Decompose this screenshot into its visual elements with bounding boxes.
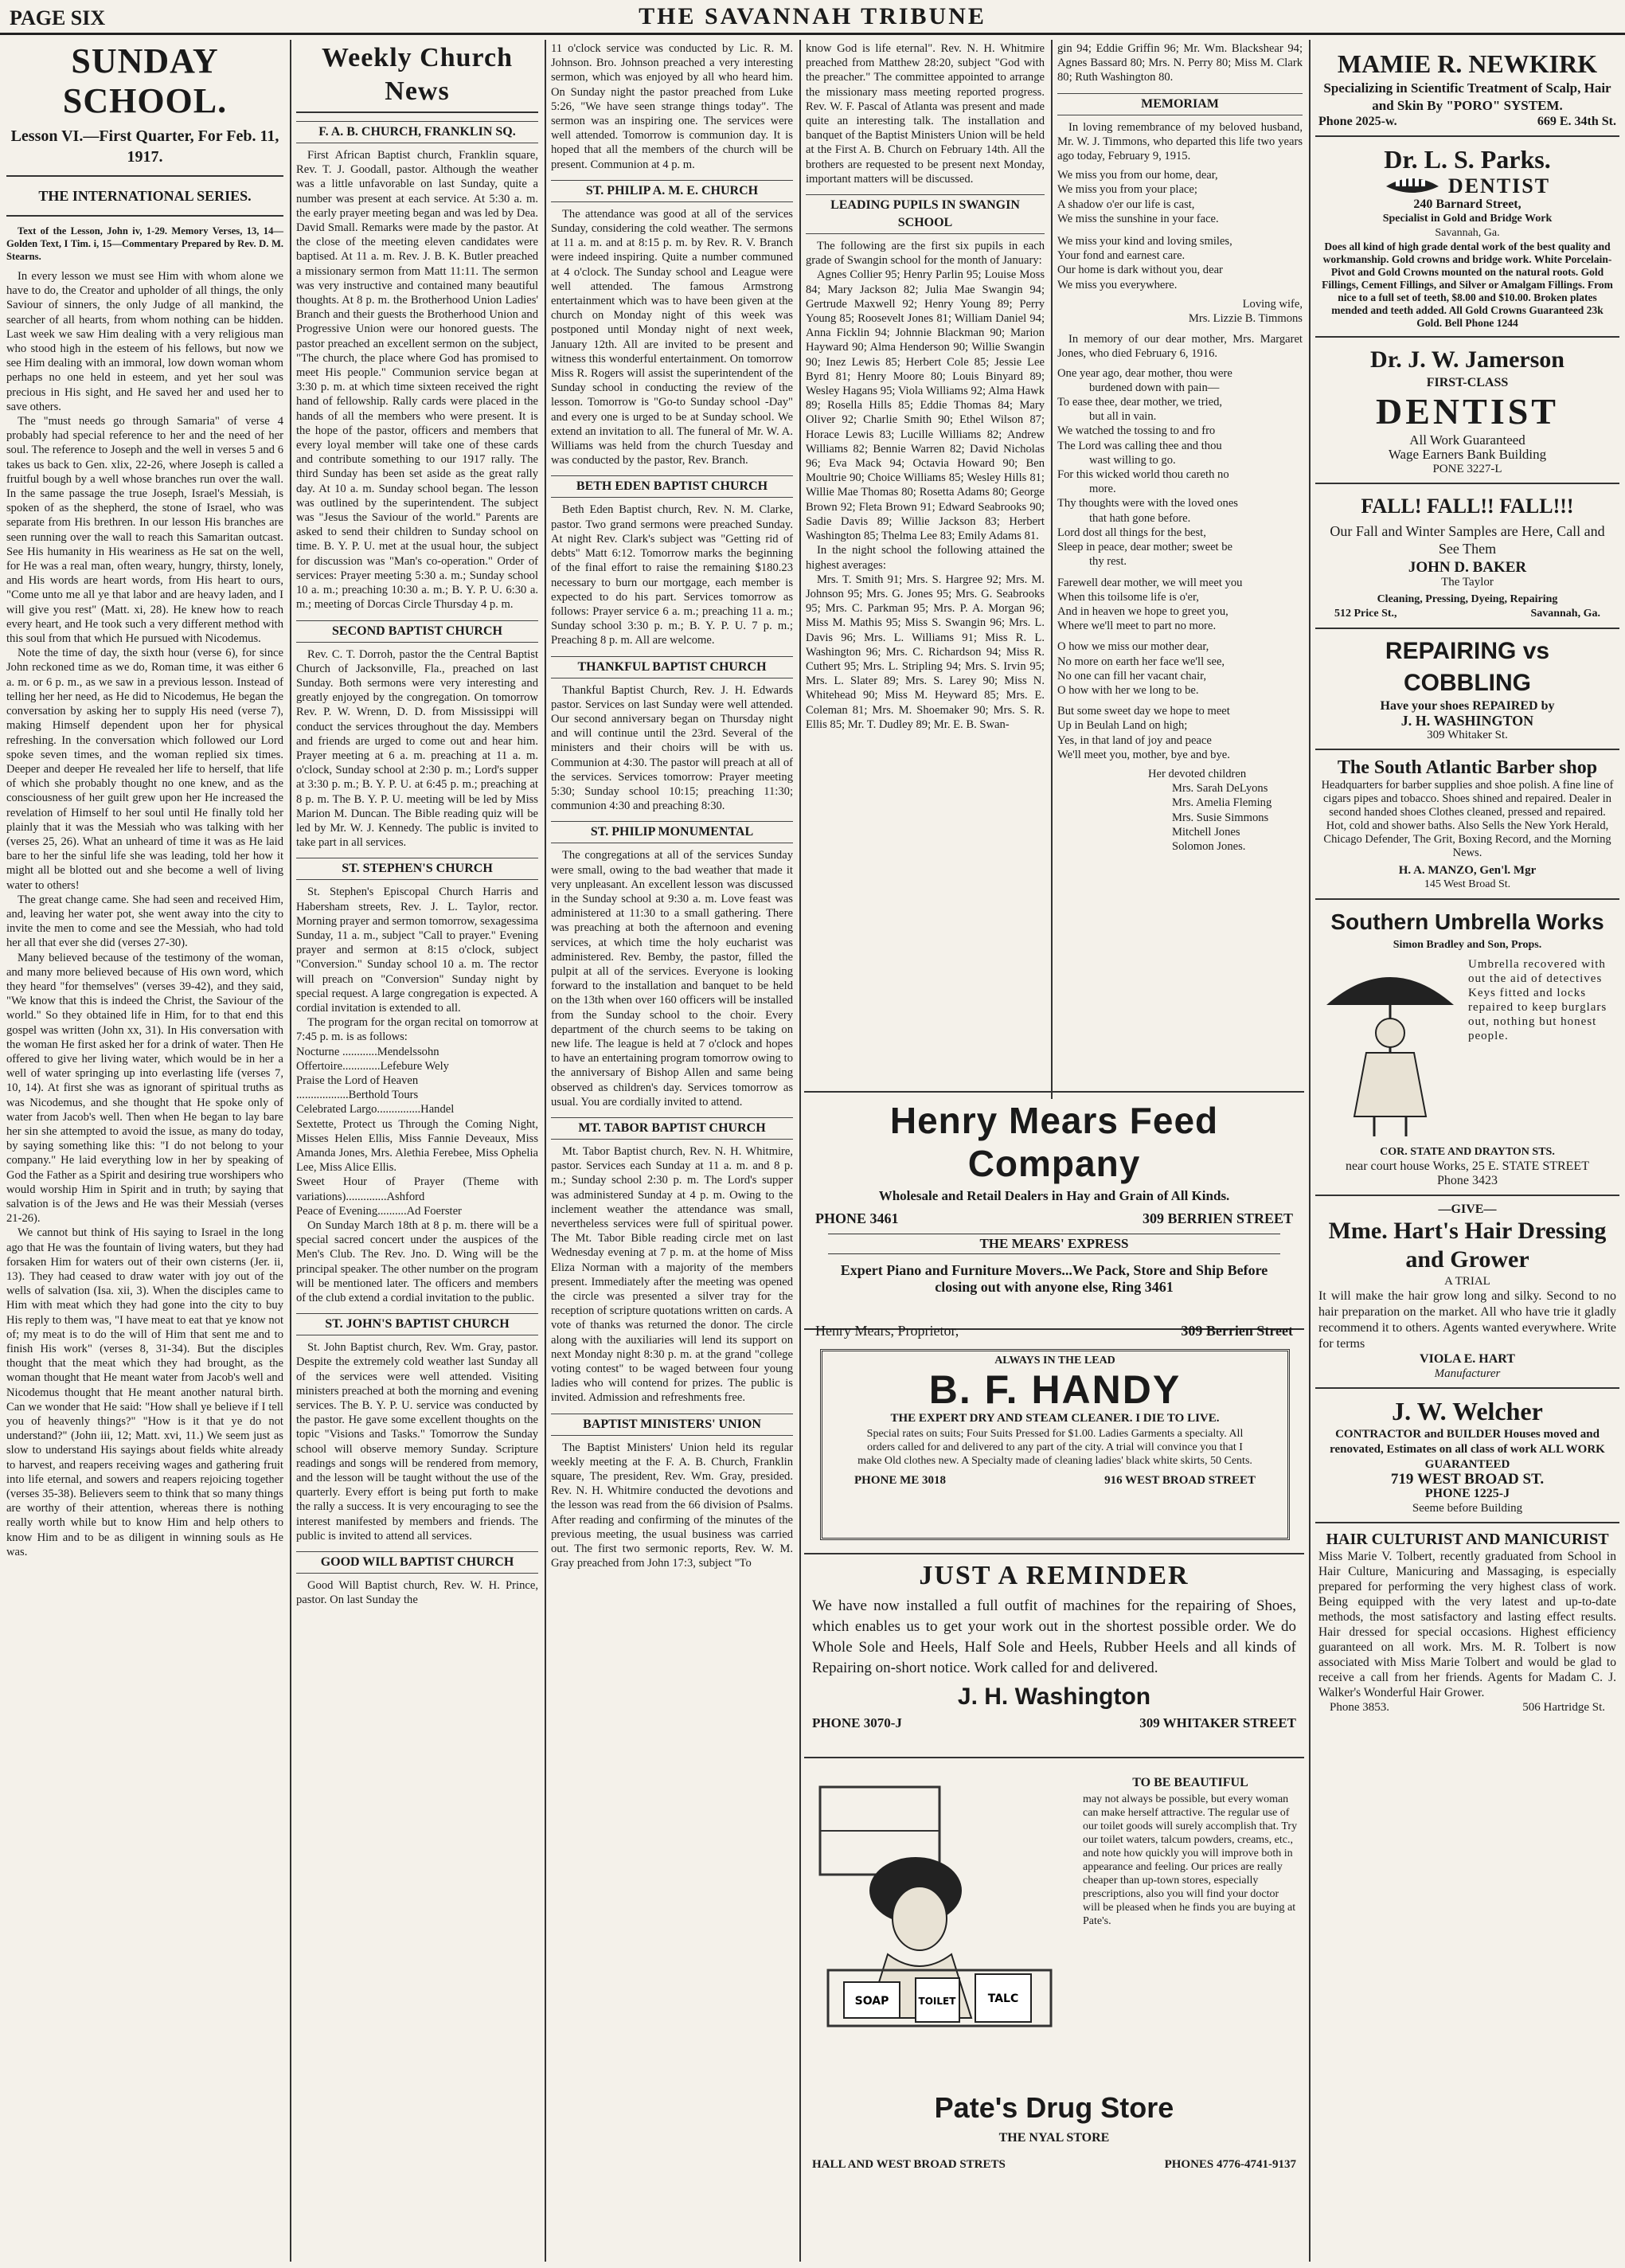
baker-name: JOHN D. BAKER: [1408, 559, 1527, 576]
section-heading: THANKFUL BAPTIST CHURCH: [551, 656, 793, 678]
poem-line: And in heaven we hope to greet you,: [1057, 604, 1229, 618]
umbrella-girl-icon: [1318, 957, 1462, 1140]
handy-tagline: ALWAYS IN THE LEAD: [994, 1355, 1115, 1367]
column-rule: [799, 40, 801, 2262]
parks-text: Does all kind of high grade dental work of the best quality and workmanship. Gold crowns and bridge work. White Porcelain-Pivot and Gold Crowns mounted on the natural roots. Gold Fillings, Cement Fillings, and Silver or Amalgam Fillings. From nice to a full set of teeth, $8.00 and $10.00. Broken plates mended and teeth added. All Gold Crowns Guaranteed 23k Gold. Bell Phone 1244: [1322, 240, 1613, 329]
welcher-address: 719 WEST BROAD ST.: [1390, 1471, 1545, 1488]
commentary-paragraph: The "must needs go through Samaria" of verse 4 probably had special reference to her and the need of her soul. The reference to Joseph and the well in verses 5 and 6 takes us back to Gen. xlix, 22-26, where Joseph is called a fruitful bough by a well whose branches run over the wall. In the same passage the true Joseph, Israel's Messiah, is spoken of as the shepherd, the stone of Israel, who was separate from His brethren. In our lesson His branches are seen running over the wall to reach this Samaritan outcast. See His humanity in His weariness as He sat on the well, for He was a real man, often weary, hungry, thirsty, lonely, and His words are heart words, from His heart to ours, "Come unto me all ye that labor and are heavy laden, and I will give you rest" (Matt. xi, 28). He knew how to reach every heart, and He took such a very different method with this soul from that which He pursued with Nicodemus.: [6, 415, 283, 646]
baker-address: 512 Price St.,: [1334, 608, 1397, 620]
church-report: Thankful Baptist Church, Rev. J. H. Edwards pastor. Services on last Sunday were well attended. Our second anniversary began on Thursday night and will continue until the 23rd. Several of the ministers and their choirs will be with us. Communion at 4:30. The pastor will preach at all of the services. Services tomorrow: Prayer meeting 5:30; Sunday school 10:15; preaching 11:30; communion 4:30 and preaching 8:30.: [551, 683, 793, 813]
jamerson-title: DENTIST: [1376, 391, 1559, 432]
parks-name: Dr. L. S. Parks.: [1384, 145, 1551, 174]
organ-program: [296, 1045, 538, 1218]
program-item: Sextette, Protect us Through the Coming Night, Misses Helen Ellis, Miss Fannie Deveaux, Miss Amanda Jones, Mrs. Alethia Ferebee, Miss Ophelia Lee, Miss Alice Ellis.: [296, 1117, 538, 1175]
reminder-text: We have now installed a full outfit of machines for the repairing of Shoes, which enables us to get your work out in the shortest possible order. We do Whole Sole and Heels, Half Sole and Heels, Rubber Heels and all kinds of Repairing on-short notice. Work called for and delivered.: [812, 1597, 1296, 1676]
poem-line: Up in Beulah Land on high;: [1057, 719, 1188, 733]
section-heading: BETH EDEN BAPTIST CHURCH: [551, 475, 793, 498]
poem-line: No more on earth her face we'll see,: [1057, 655, 1225, 668]
union-continued: know God is life eternal". Rev. N. H. Whitmire preached from Matthew 28:20, subject "God with the preacher." The committee appointed to arrange the missionary mass meeting reported progress. Rev. W. F. Pascal of Atlanta was present and made quite an interesting talk. The installation and banquet of the Baptist Ministers Union will be held at the First A. B. Church on February 14th. All the brothers are requested to be present next Monday, important matters will be discussed.: [806, 42, 1045, 186]
commentary-paragraph: We cannot but think of His saying to Israel in the long ago that He was the fountain of living waters, but they had forsaken Him for waters out of their own cisterns (Jer. ii, 13). They had ceased to draw water with joy out of the wells of salvation (Isa. xii, 3). When the disciples came to Him with meat which they had gone into the city to buy His reply to them was, "I have meat to eat that ye know not of; my meat is to do the will of Him that sent me and to finish His work" (verses 8, 31-34). But the disciples thought that the meat which they had brought, as the woman thought that He meant water from Jacob's well and Nicodemus thought that He meant another natural birth. Can we wonder that He said: "How shall ye believe if I tell you of heavenly things?" "How is it that ye do not understand?" (John iii, 12; Matt. xvi, 11.) We seem just as slow to understand His sayings about fields white already to harvest, and reapers receiving wages and gathering fruit into life eternal, and sowers and reapers rejoicing together (verses 35-38). Believers seem to think that so many things are worthy of their attention, whereas there is nothing really worth while but to know Him and help others to know Him and to be as diligent in winning souls as He was.: [6, 1226, 283, 1558]
cobbling-address: 309 Whitaker St.: [1427, 729, 1508, 741]
pupils-list: Agnes Collier 95; Henry Parlin 95; Louise Moss 84; Mary Jackson 82; Julia Mae Swangin 94; Gertrude Maxwell 92; Henry Young 89; Perry Young 85; Roosevelt Jones 81; William Daniel 94; Anna Ficklin 94; Johnnie Blackman 90; Marion Hayward 90; Alma Henderson 90; Willie Swangin 90; Inez Lewis 85; Herbert Cole 85; Jessie Lee Byrd 81; Henry Moore 80; Louis Binyard 89; Wesley Hagans 95; Viola Williams 92; Alma Hawk 89; Rosella Hills 85; Eddie Thomas 84; Mary Oliver 92; Charlie Smith 90; Ethel Wilson 87; Horace Lewis 83; Lucille Williams 82; Andrew Williams 82; Bennie Warren 82; David Nicholas 96; Eva Mack 94; Octavia Howard 90; Ben Moultrie 90; Choice Williams 85; Wesley Hills 81; Willie Mae Thomas 80; Rosetta Adams 80; George Brown 92; Fleta Brown 91; Edward Seabrooks 90; Sadie Davis 89; Willie Jackson 83; Herbert Washington 85; Thelma Lee 83; Emily Adams 81.: [806, 268, 1045, 543]
newkirk-text: Specializing in Scientific Treatment of Scalp, Hair and Skin By "PORO" SYSTEM.: [1323, 80, 1611, 113]
memoriam-column: [1057, 41, 1303, 1093]
umbrella-proprietors: Simon Bradley and Son, Props.: [1393, 939, 1542, 951]
parks-address: 240 Barnard Street,: [1413, 197, 1521, 211]
baker-services: Cleaning, Pressing, Dyeing, Repairing: [1377, 593, 1558, 605]
memoriam-signature: Loving wife,: [1242, 297, 1303, 311]
poem-line: Sleep in peace, dear mother; sweet be: [1057, 541, 1233, 554]
program-item: Sweet Hour of Prayer (Theme with variations)..............Ashford: [296, 1175, 538, 1203]
ads-column: [1315, 41, 1619, 2263]
program-item: Peace of Evening..........Ad Foerster: [296, 1204, 462, 1218]
barber-shop-ad: [1315, 750, 1619, 900]
product-label: TALC: [987, 1992, 1019, 2005]
pate-drug-ad: [804, 1771, 1304, 2249]
section-heading: ST. JOHN'S BAPTIST CHURCH: [296, 1313, 538, 1335]
jamerson-dentist-ad: [1315, 338, 1619, 484]
newkirk-phone: Phone 2025-w.: [1318, 115, 1397, 128]
column-rule: [545, 40, 546, 2262]
poem-line: burdened down with pain—: [1089, 381, 1220, 394]
hart-give: —GIVE—: [1438, 1202, 1497, 1216]
church-report: The attendance was good at all of the services Sunday, considering the cold weather. The sermons at 11 a. m. and at 8:15 p. m. by Rev. R. V. Branch were indeed inspiring. Quite a number communed at 4 o'clock. The Sunday school and League were well attended. The famous Armstrong entertainment which was to have been given at the church on Monday night of this week was postponed until Monday night of next week, January 12th. All are invited to be present and witness this wonderful entertainment. On tomorrow Miss R. Rogers will assist the superintendent of the Sunday school in conducting the review of the lesson. Tomorrow is "Go-to Sunday school -Day" and every one is urged to be at Sunday school. We extend an invitation to all. The funeral of Mr. W. A. Williams was held from the church Tuesday and was conducted by the pastor, Rev. Branch.: [551, 207, 793, 467]
umbrella-body: [1318, 957, 1616, 1140]
parks-title-row: [1318, 175, 1616, 197]
memoriam-poem: [1057, 168, 1303, 292]
hart-hair-ad: [1315, 1196, 1619, 1389]
pate-text-block: [1083, 1776, 1298, 1928]
tolbert-contact: [1318, 1700, 1616, 1715]
memoriam-signature: Her devoted children: [1148, 767, 1247, 780]
church-report: Beth Eden Baptist church, Rev. N. M. Clarke, pastor. Two grand sermons were preached Sunday. At night Rev. Clark's subject was "Getting rid of debts" Matt 6:12. Tomorrow marks the beginning of the final effort to raise the remaining $180.23 necessary to burn our mortgage, each member is expected to do his part. Services tomorrow as follows: Prayer service 6 a. m.; preaching 11 a. m.; Sunday school 3:30 p. m.; B. Y. P. U. 7 p. m.; Preaching 8 p. m. All are welcome.: [551, 503, 793, 647]
column-rule: [1051, 40, 1053, 1099]
handy-address: 916 WEST BROAD STREET: [1104, 1474, 1256, 1487]
reminder-name: J. H. Washington: [957, 1683, 1151, 1710]
commentary-paragraph: Note the time of day, the sixth hour (verse 6), for since John reckoned time as we do, Roman time, it was either 6 a. m. or 6 p. m., as we saw in a previous lesson. Instead of telling her her need, as He did to Nicodemus, He began the conversation by asking her to supply His need (verse 7), making Himself dependent upon her for physical refreshing. In the conversation which followed our Lord spoke seven times, and the woman replied six times. Deeper and deeper He revealed her life to herself, that life of which she probably thought no one knew, and as the consciousness of her guilt grew upon her He increased the revelation of Himself to her soul until He finally told her plainly that it was the Messiah who was talking with her (verses 25, 26). What an unheard of time it was as He laid bare to her the sinful life she was leading, told her how it might all be blotted out and she become a well of living water to others!: [6, 647, 283, 892]
poem-line: One year ago, dear mother, thou were: [1057, 366, 1232, 380]
hart-trial: A TRIAL: [1444, 1275, 1490, 1288]
mears-address-2: 309 Berrien Street: [1181, 1323, 1293, 1339]
section-heading: F. A. B. CHURCH, FRANKLIN SQ.: [296, 121, 538, 143]
church-news-column-3: [551, 41, 793, 2263]
section-heading: BAPTIST MINISTERS' UNION: [551, 1414, 793, 1436]
section-heading: SECOND BAPTIST CHURCH: [296, 620, 538, 643]
jamerson-phone: PONE 3227-L: [1432, 463, 1502, 475]
poem-line: Our home is dark without you, dear: [1057, 264, 1223, 277]
church-report: 11 o'clock service was conducted by Lic. R. M. Johnson. Bro. Johnson preached a very interesting sermon, which was enjoyed by all who heard him. On Sunday night the pastor preached from Luke 5:26, "We have seen strange things today". The sermon was an inspiring one. The services were well attended. Tomorrow is communion day. It is hoped that all the members of the church will be present. Communion at 4 p. m.: [551, 42, 793, 171]
sunday-school-title: SUNDAY SCHOOL.: [62, 41, 228, 120]
memoriam-poem: [1057, 366, 1303, 762]
memoriam-signature: Mrs. Lizzie B. Timmons: [1188, 312, 1303, 326]
baker-contact: [1318, 607, 1616, 621]
welcher-text: CONTRACTOR and BUILDER Houses moved and renovated, Estimates on all class of work ALL WORK GUARANTEED: [1330, 1428, 1605, 1471]
program-item: Celebrated Largo...............Handel: [296, 1103, 455, 1116]
church-report: First African Baptist church, Franklin square, Rev. T. J. Goodall, pastor. Although the weather was a little unfavorable on last Sunday, quite a number was present at each service. At 5:30 a. m. the early prayer meeting began and was led by Dea. David Small. Remarks were made by the pastor. At the close of the meeting eleven candidates were baptised. At 11 a. m. Rev. J. B. K. Butler preached a missionary sermon from Matt 11:11. The sermon was very instructive and contained many beautiful thoughts. At 8 p. m. the Brotherhood Union Ladies' Branch and their guests the Brotherhood Union and Progressive Union were our honored guests. The pastor preached an excellent sermon on the subject, "The church, the place where God has promised to meet His people." Communion service began at 3:30 p. m. at which time sixteen received the right hand of fellowship. Rally cards were placed in the hands of all the members who were present. It is the hope of the pastor, officers and members that every loyal member will take one of these cards and contribute something to our 1917 rally. The third Sunday has been set aside as the great rally day. At 10 a. m. Sunday school began. The lesson was outlined by the superintendent. The subject was "Jesus the Saviour of the world." Parents are asked to send their children to Sunday school on time. B. Y. P. U. met at the usual hour, the subject for discussion was "Man's co-operation." Order of services: Prayer meeting 5:30 a. m.; Sunday school 10 a. m.; preaching 10:30 a. m.; B. Y. P. U. 6:30 a. m.; meeting of Dorcas Circle Thursday 4 p. m.: [296, 149, 538, 612]
umbrella-heading: Southern Umbrella Works: [1330, 909, 1604, 934]
pate-body: may not always be possible, but every woman can make herself attractive. The regular use of our toilet goods will surely accomplish that. Try our toilet waters, talcum powders, creams, etc., and note how quickly you will improve both in appearance and feeling. Our prices are really cheaper than up-town stores, especially prescriptions, also you will find your doctor will be pleased when he finds you are buying at Pate's.: [1083, 1793, 1298, 1927]
pate-heading: TO BE BEAUTIFUL: [1132, 1776, 1248, 1789]
barber-heading: The South Atlantic Barber shop: [1337, 757, 1598, 778]
parks-dentist-ad: [1315, 137, 1619, 338]
tolbert-phone: Phone 3853.: [1330, 1701, 1389, 1714]
memoriam-signature: Mrs. Sarah DeLyons: [1172, 782, 1268, 796]
poem-line: more.: [1089, 483, 1116, 496]
poem-line: We miss your kind and loving smiles,: [1057, 235, 1232, 248]
pupils-column: [806, 41, 1045, 1093]
church-report: Mt. Tabor Baptist church, Rev. N. H. Whitmire, pastor. Services each Sunday at 11 a. m. and 8 p. m.; Sunday school 2:30 p. m. The Lord's supper was administered Sunday at 4 p. m. Owing to the inclement weather the attendance was small, nevertheless services were full of spiritual power. The Mt. Tabor Bible reading circle met on last Wednesday evening at 7 p. m. at the home of Miss Eliza Norman with a majority of the members present. Immediately after the meeting was opened the circle was presented a silver tray for the reception of scripture quotations written on cards. A vote of thanks was returned the donor. The circle along with the auxiliaries will lend its support on next Monday night 8:30 p. m. at the grand "college voting contest" to be waged between four young ladies who will contend for prizes. The public is invited. Admission and refreshments free.: [551, 1145, 793, 1405]
mears-address: 309 BERRIEN STREET: [1142, 1210, 1293, 1226]
mears-feed-ad: [804, 1091, 1304, 1339]
church-report: The congregations at all of the services Sunday were small, owing to the bad weather that made it very unpleasant. An excellent lesson was discussed in the Sunday school at 9:30 a. m. Love feast was administered at 11:30 to a small gathering. There was preaching at both the afternoon and evening services, at which time the holy eucharist was administered. Rev. Bemby, the pastor, filled the pulpit at all of the services. Everyone is looking forward to the installation and banquet to be held on the 13th when over 160 officers will be installed from the Sunday school to the choir. Every department of the church seems to be taking on new life. The league is held at 7 o'clock and hopes to have an entertaining program tomorrow owing to the anniversary of Bishop Allen and same being observed as children's day. Services tomorrow as usual. You are cordially invited to attend.: [551, 849, 793, 1109]
church-report: Rev. C. T. Dorroh, pastor the the Central Baptist Church of Jacksonville, Fla., preached on last Sunday. Both sermons were very interesting and greatly enjoyed by the congregation. On tomorrow Rev. P. W. Wrenn, D. D. from Mississippi will conduct the services throughout the day. Members and friends are urged to come out and hear him. Prayer meeting at 6 a. m. preaching at 11 a. m. o'clock, Sunday school at 2:30 p. m.; Lord's supper at 3:30 p. m.; B. Y. P. U. at 6:45 p. m.; preaching at 8 p. m. The B. Y. P. U. meeting will be led by Miss Marion M. Duncan. The Bible reading quiz will be led by Mr. W. J. Kennedy. The public is invited to take part in all services.: [296, 647, 538, 850]
poem-line: thy rest.: [1089, 555, 1127, 569]
poem-line: but all in vain.: [1089, 410, 1157, 424]
welcher-name: J. W. Welcher: [1392, 1397, 1543, 1425]
welcher-phone: PHONE 1225-J: [1424, 1487, 1510, 1500]
baker-subtitle: The Taylor: [1441, 576, 1494, 589]
poem-line: No one can fill her vacant chair,: [1057, 669, 1207, 682]
reminder-phone: PHONE 3070-J: [812, 1715, 902, 1730]
reminder-title: JUST A REMINDER: [919, 1561, 1189, 1590]
column-rule: [1309, 40, 1311, 2262]
pate-subtitle: THE NYAL STORE: [998, 2131, 1110, 2145]
hart-name: Mme. Hart's Hair Dressing and Grower: [1328, 1218, 1607, 1273]
church-report: On Sunday March 18th at 8 p. m. there will be a special sacred concert under the auspices of the Men's Club. The Rev. Jno. D. Wing will be the principal speaker. The other number on the program will be mentioned later. The officers and members of the club extend a cordial invitation to the public.: [296, 1219, 538, 1305]
poem-line: A shadow o'er our life is cast,: [1057, 197, 1195, 211]
poem-line: We miss you from our home, dear,: [1057, 169, 1218, 182]
program-item: Offertoire.............Lefebure Wely: [296, 1059, 449, 1073]
barber-manager: H. A. MANZO, Gen'l. Mgr: [1398, 864, 1537, 877]
mears-contact: [804, 1204, 1304, 1234]
memoriam-signature: Mrs. Susie Simmons: [1172, 811, 1269, 824]
poem-line: [1057, 569, 1303, 576]
poem-line: We miss the sunshine in your face.: [1057, 212, 1219, 225]
poem-line: Farewell dear mother, we will meet you: [1057, 576, 1243, 589]
newkirk-name: MAMIE R. NEWKIRK: [1337, 49, 1598, 78]
jamerson-guarantee: All Work Guaranteed: [1409, 432, 1525, 448]
poem-line: Lord dost all things for the best,: [1057, 526, 1206, 539]
mears-express-heading: THE MEARS' EXPRESS: [828, 1234, 1280, 1254]
memoriam-signature: Mitchell Jones: [1172, 825, 1240, 839]
jamerson-address: Wage Earners Bank Building: [1388, 447, 1547, 462]
newkirk-contact: [1318, 115, 1616, 129]
memoriam-signature: Solomon Jones.: [1172, 839, 1246, 853]
program-intro: The program for the organ recital on tomorrow at 7:45 p. m. is as follows:: [296, 1016, 538, 1044]
section-heading: MEMORIAM: [1057, 93, 1303, 115]
poem-line: When this toilsome life is o'er,: [1057, 590, 1199, 604]
church-report: St. John Baptist church, Rev. Wm. Gray, pastor. Despite the extremely cold weather last Sunday all of the services were well attended. Visiting ministers preached at both the morning and evening services. The B. Y. P. U. service was conducted by the pastor. He gave some excellent thoughts on the topic "Visions and Tasks." Tomorrow the Sunday school will observe memory Sunday. Scripture readings and songs will be rendered from memory, and the lesson will be taught without the use of the quarterly. Every effort is being put forth to make the rally a success. It is very encouraging to see the interest manifested by members and friends. The public is invited to attend all services.: [296, 1341, 538, 1543]
pate-contact: [812, 2158, 1296, 2172]
section-heading: LEADING PUPILS IN SWANGIN SCHOOL: [806, 194, 1045, 234]
poem-line: Thy thoughts were with the loved ones: [1057, 497, 1238, 510]
newkirk-address: 669 E. 34th St.: [1537, 115, 1616, 128]
barber-address: 145 West Broad St.: [1424, 878, 1511, 890]
reminder-ad: [804, 1553, 1304, 1758]
welcher-tagline: Seeme before Building: [1412, 1502, 1523, 1515]
section-heading: ST. PHILIP MONUMENTAL: [551, 821, 793, 843]
newspaper-name: THE SAVANNAH TRIBUNE: [639, 3, 986, 29]
mears-express-text: Expert Piano and Furniture Movers...We Pack, Store and Ship Before closing out with anyone else, Ring 3461: [840, 1262, 1268, 1295]
handy-details: Special rates on suits; Four Suits Pressed for $1.00. Ladies Garments a specialty. All orders called for and delivered to any part of the city. A trial will convince you that I make Old clothes new. A Specialty made of cleaning ladies' black white skirts, 50 Cents.: [857, 1428, 1252, 1467]
memoriam-signatures: [1057, 767, 1303, 854]
newkirk-ad: [1315, 41, 1619, 137]
program-item: Praise the Lord of Heaven: [296, 1073, 419, 1087]
poem-line: [1057, 226, 1303, 234]
cobbling-heading: REPAIRING vs COBBLING: [1385, 638, 1550, 696]
memoriam-signature: Mrs. Amelia Fleming: [1172, 796, 1272, 810]
dentures-icon: [1385, 175, 1440, 197]
poem-line: wast willing to go.: [1089, 453, 1176, 467]
umbrella-corner: COR. STATE AND DRAYTON STS.: [1380, 1146, 1555, 1158]
umbrella-works-ad: [1315, 900, 1619, 1196]
mears-tagline: Wholesale and Retail Dealers in Hay and Grain of All Kinds.: [878, 1188, 1230, 1203]
column-rule: [290, 40, 291, 2262]
poem-line: We watched the tossing to and fro: [1057, 424, 1216, 438]
baker-heading: FALL! FALL!! FALL!!!: [1361, 495, 1574, 518]
section-heading: GOOD WILL BAPTIST CHURCH: [296, 1551, 538, 1574]
pate-store-name: Pate's Drug Store: [934, 2091, 1174, 2124]
lesson-text-reference: Text of the Lesson, John iv, 1-29. Memory Verses, 13, 14—Golden Text, I Tim. i, 15—Commentary Prepared by Rev. D. M. Stearns.: [6, 225, 283, 262]
night-school-continued: gin 94; Eddie Griffin 96; Mr. Wm. Blackshear 94; Agnes Bassard 80; Mrs. N. Perry 80; Miss M. Clark 80; Ruth Washington 80.: [1057, 42, 1303, 84]
handy-cleaner-ad: [820, 1349, 1290, 1540]
cobbling-ad: [1315, 629, 1619, 750]
lesson-heading: Lesson VI.—First Quarter, For Feb. 11, 1917.: [10, 127, 279, 166]
masthead: [0, 0, 1625, 35]
welcher-builder-ad: [1315, 1389, 1619, 1523]
mears-proprietor: [804, 1296, 1304, 1339]
church-news-column: [296, 41, 538, 2263]
church-report: The Baptist Ministers' Union held its regular weekly meeting at the F. A. B. Church, Franklin square, The president, Rev. Wm. Gray, presided. Rev. N. H. Whitmire conducted the devotions and the lesson was read from the 66 division of Psalms. After reading and confirming of the minutes of the previous meeting, the usual business was carried out. The first two sermonic reports, Rev. W. M. Gray preached from John 17:3, subject "To: [551, 1441, 793, 1570]
mears-proprietor-name: Henry Mears, Proprietor,: [815, 1323, 959, 1339]
baker-text: Our Fall and Winter Samples are Here, Call and See Them: [1330, 523, 1605, 557]
woman-illustration-icon: [812, 1779, 1075, 2042]
commentary-paragraph: Many believed because of the testimony of the woman, and many more believed because of His own word, which they heard "for themselves" (verses 39-42), and they said, "We know that this is indeed the Christ, the Saviour of the world." So they obtained life in Him, for to that end this gospel was written (John xx, 31). In His conversation with the woman He first asked her for a drink of water. Then He offered to give her living water, which would be in her a well of water springing up into everlasting life (verses 7, 10, 14). At first she was as ignorant of spiritual truths as was Nicodemus, and she thought that He spoke only of water from Jacob's well. Then when He began to lay bare her sin she attempted to avoid the issue, as many do today, by saying something like this: "I do not belong to your company." He laid everything low in her by speaking of God the Father as a Spirit and desiring true worshipers who would worship Him in Spirit and in truth; by saying that salvation is of the Jews and He was their Messiah (verses 21-26).: [6, 951, 283, 1226]
barber-text: Headquarters for barber supplies and shoe polish. A fine line of cigars pipes and tobacco. Shoes shined and repaired. Dealer in second handed shoes Clothes cleaned, pressed and repaired. Hot, cold and shower baths. Also Sells the New York Herald, Chicago Defender, The Grit, Boxing Record, and the Morning News.: [1321, 779, 1614, 859]
umbrella-phone: Phone 3423: [1437, 1174, 1498, 1187]
pate-address: HALL AND WEST BROAD STRETS: [812, 2158, 1006, 2171]
program-item: Nocturne ............Mendelssohn: [296, 1045, 439, 1058]
parks-city: Savannah, Ga.: [1435, 227, 1500, 239]
poem-line: We miss you from your place;: [1057, 183, 1197, 197]
reminder-contact: [804, 1711, 1304, 1736]
handy-phone: PHONE ME 3018: [854, 1474, 946, 1487]
poem-line: The Lord was calling thee and thou: [1057, 439, 1222, 452]
hart-manufacturer: Manufacturer: [1434, 1367, 1501, 1380]
hart-signature: VIOLA E. HART: [1420, 1352, 1515, 1366]
pate-phones: PHONES 4776-4741-9137: [1164, 2158, 1296, 2171]
poem-line: Your fond and earnest care.: [1057, 249, 1186, 263]
night-school-intro: In the night school the following attained the highest averages:: [806, 544, 1045, 572]
night-school-list: Mrs. T. Smith 91; Mrs. S. Hargree 92; Mrs. M. Johnson 95; Mrs. G. Jones 95; Mrs. G. Seabrooks 95; Mrs. C. Parkman 95; Mrs. P. A. Morgan 96; Miss M. Mathis 95; Miss S. Swangin 96; Mrs. L. Davis 96; Mrs. L. Williams 91; Miss R. L. Washington 96; Mrs. C. Richardson 94; Miss R. Cuthert 95; Mrs. L. Stripling 94; Mrs. S. Irvin 95; Mrs. L. Slater 89; Mrs. S. Larey 90; Miss N. Whitehead 90; Miss M. Heyward 85; Mrs. E. Coleman 81; Mrs. M. Shoemaker 90; Mrs. S. R. Ellis 85; Mr. T. Dudley 89; Mr. E. B. Swan-: [806, 573, 1045, 731]
poem-line: [1057, 633, 1303, 639]
poem-line: To ease thee, dear mother, we tried,: [1057, 396, 1223, 409]
poem-line: that hath gone before.: [1089, 511, 1191, 525]
parks-title: DENTIST: [1447, 174, 1551, 197]
church-report: St. Stephen's Episcopal Church Harris and Habersham streets, Rev. J. L. Taylor, rector. Morning prayer and sermon tomorrow, sexagessima Sunday, 11 a. m., subject "Call to prayer." Evening prayer and sermon at 8:15 o'clock, subject "Conversion." Sunday school 10 a. m. The rector will preach on "Conversion" Sunday night by special request. A large congregation is expected. A cordial invitation is extended to all.: [296, 886, 538, 1015]
handy-name: B. F. HANDY: [928, 1367, 1182, 1412]
church-news-title: Weekly Church News: [296, 41, 538, 113]
section-heading: MT. TABOR BAPTIST CHURCH: [551, 1117, 793, 1140]
page-number: PAGE SIX: [10, 6, 106, 29]
product-label: TOILET: [918, 1996, 956, 2007]
product-label: SOAP: [854, 1995, 889, 2008]
reminder-address: 309 WHITAKER STREET: [1139, 1715, 1296, 1730]
mears-phone: PHONE 3461: [815, 1210, 899, 1226]
poem-line: [1057, 698, 1303, 704]
cobbling-name: J. H. WASHINGTON: [1400, 713, 1534, 729]
hart-text: It will make the hair grow long and silky. Second to no hair preparation on the market. All who have trie it gladly recommend it to others. Agents wanted everywhere. Write for terms: [1318, 1289, 1616, 1351]
handy-headline: THE EXPERT DRY AND STEAM CLEANER. I DIE TO LIVE.: [890, 1412, 1220, 1425]
sunday-school-column: [6, 41, 283, 2263]
tolbert-heading: HAIR CULTURIST AND MANICURIST: [1326, 1531, 1609, 1548]
umbrella-text: Umbrella recovered with out the aid of detectives Keys fitted and locks repaired to keep burglars out, nothing but honest people.: [1468, 958, 1607, 1042]
jamerson-class: FIRST-CLASS: [1426, 376, 1509, 389]
poem-line: Where we'll meet to part no more.: [1057, 620, 1217, 633]
series-heading: THE INTERNATIONAL SERIES.: [38, 188, 252, 204]
section-heading: ST. STEPHEN'S CHURCH: [296, 858, 538, 880]
mears-company-name: Henry Mears Feed Company: [889, 1100, 1219, 1184]
baker-tailor-ad: [1315, 484, 1619, 629]
section-heading: ST. PHILIP A. M. E. CHURCH: [551, 180, 793, 202]
program-item: ..................Berthold Tours: [296, 1089, 419, 1102]
poem-line: O how with her we long to be.: [1057, 683, 1199, 697]
tolbert-hair-ad: [1315, 1523, 1619, 1721]
commentary-paragraph: In every lesson we must see Him with whom alone we have to do, the Creator and upholder of all things, the only Saviour of sinners, the only Judge of all mankind, the searcher of all hearts, from whom nothing can be hidden. Last week we saw Him dealing with a very religious man who stood high in the esteem of his fellows, but now we see Him dealing with an immoral, low down woman whom perhaps no one held in esteem, and yet her soul was precious in His sight, and He saved her and used her to save others.: [6, 270, 283, 413]
memoriam-intro: In memory of our dear mother, Mrs. Margaret Jones, who died February 6, 1916.: [1057, 333, 1303, 361]
parks-specialty: Specialist in Gold and Bridge Work: [1382, 213, 1553, 225]
tolbert-text: Miss Marie V. Tolbert, recently graduated from School in Hair Culture, Manicuring and Massaging, is especially prepared for performing the very highest class of work. Being equipped with the very latest and up-to-date methods, the most satisfactory and lasting effect results. Hair dressed for special occasions. Highest efficiency guaranteed on all work. Mrs. M. R. Tolbert is now associated with Miss Marie Tolbert and would be glad to receive a call from her friends. Agents for Madam C. J. Walker's Wonderful Hair Grower.: [1318, 1550, 1616, 1699]
church-report: Good Will Baptist church, Rev. W. H. Prince, pastor. On last Sunday the: [296, 1579, 538, 1607]
poem-line: O how we miss our mother dear,: [1057, 640, 1209, 654]
poem-line: Yes, in that land of joy and peace: [1057, 733, 1212, 747]
pupils-intro: The following are the first six pupils in each grade of Swangin school for the month of January:: [806, 240, 1045, 268]
memoriam-intro: In loving remembrance of my beloved husband, Mr. W. J. Timmons, who departed this life two years ago today, February 9, 1915.: [1057, 120, 1303, 163]
poem-line: We miss you everywhere.: [1057, 278, 1178, 291]
handy-contact: [822, 1469, 1287, 1492]
poem-line: But some sweet day we hope to meet: [1057, 705, 1230, 718]
cobbling-text: Have your shoes REPAIRED by: [1380, 699, 1555, 713]
baker-city: Savannah, Ga.: [1530, 608, 1600, 620]
umbrella-works-address: near court house Works, 25 E. STATE STREET: [1346, 1159, 1589, 1173]
jamerson-name: Dr. J. W. Jamerson: [1370, 346, 1564, 373]
commentary-paragraph: The great change came. She had seen and received Him, and, leaving her water pot, she went away into the city to invite the men to come and see the Messiah, who had told her all that ever she did (verses 27-30).: [6, 893, 283, 950]
poem-line: For this wicked world thou careth no: [1057, 468, 1229, 482]
tolbert-address: 506 Hartridge St.: [1522, 1701, 1605, 1714]
poem-line: We'll meet you, mother, bye and bye.: [1057, 748, 1230, 761]
